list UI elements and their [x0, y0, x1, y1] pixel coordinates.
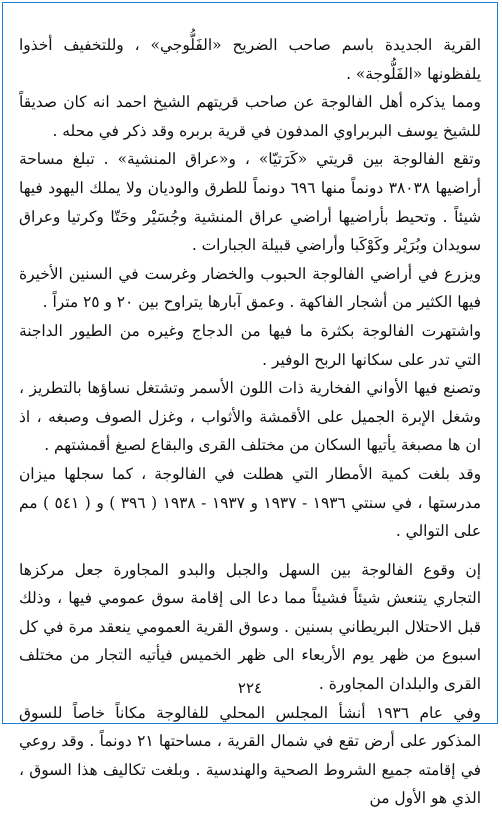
paragraph-gap	[19, 546, 481, 556]
paragraph: واشتهرت الفالوجة بكثرة ما فيها من الدجاج وغيره من الطيور الداجنة التي تدر على سكانها الربح الوفير .	[19, 321, 481, 369]
page	[2, 2, 498, 808]
paragraph: وتصنع فيها الأواني الفخارية ذات اللون الأسمر وتشتغل نساؤها بالتطريز ، وشغل الإبرة الجميل على الأقمشة والأثواب ، وغزل الصوف وصبغه ، اذ ان ها مصبغة يأتيها السكان من مختلف القرى والبقاع لصبغ أقمشتهم .	[19, 379, 481, 455]
paragraph: القرية الجديدة باسم صاحب الضريح «الفَلُّوجي» ، وللتخفيف أخذوا يلفظونها «الفَلُّوجة» .	[19, 36, 481, 83]
paragraph: إن وقوع الفالوجة بين السهل والجبل والبدو المجاورة جعل مركزها التجاري يتنعش شيئاً فشيئاً مما دعا الى إقامة سوق عمومي فيها ، وذلك قبل الاحتلال البريطاني بسنين . وسوق القرية العمومي ينعقد مرة في كل اسبوع من ظهر يوم الأربعاء الى ظهر الخميس فيأتيه التجار من مختلف القرى والبلدان المجاورة .	[19, 560, 481, 694]
paragraph: وتقع الفالوجة بين قريتي «كَرَتيّا» ، و«عراق المنشية» . تبلغ مساحة أراضيها ٣٨٠٣٨ دونماً منها ٦٩٦ دونماً للطرق والوديان ولا يملك اليهود فيها شيئاً . وتحيط بأراضيها أراضي عراق المنشية وجُسَيْر وحَتّا وكرتيا وعراق سويدان وبُرَيْر وكَوْكَبا وأراضي قبيلة الجبارات .	[19, 150, 481, 255]
paragraph: وفي عام ١٩٣٦ أنشأ المجلس المحلي للفالوجة مكاناً خاصاً للسوق المذكور على أرض تقع في شمال القرية ، مساحتها ٢١ دونماً . وقد روعي في إقامته جميع الشروط الصحية والهندسية . وبلغت تكاليف هذا السوق ، الذي هو الأول من	[19, 703, 481, 808]
paragraph: ومما يذكره أهل الفالوجة عن صاحب قريتهم الشيخ احمد انه كان صديقاً للشيخ يوسف البربراوي المدفون في قرية بربره وقد ذكر في محله .	[19, 93, 481, 140]
paragraph: وقد بلغت كمية الأمطار التي هطلت في الفالوجة ، كما سجلها ميزان مدرستها ، في سنتي ١٩٣٦ - ١٩٣٧ و ١٩٣٧ - ١٩٣٨ ( ٣٩٦ ) و ( ٥٤١ ) مم على التوالي .	[19, 464, 481, 541]
paragraph: ويزرع في أراضي الفالوجة الحبوب والخضار وغرست في السنين الأخيرة فيها الكثير من أشجار الفاكهة . وعمق آبارها يتراوح بين ٢٠ و ٢٥ متراً .	[19, 264, 481, 312]
page-number: ٢٢٤	[237, 679, 263, 697]
